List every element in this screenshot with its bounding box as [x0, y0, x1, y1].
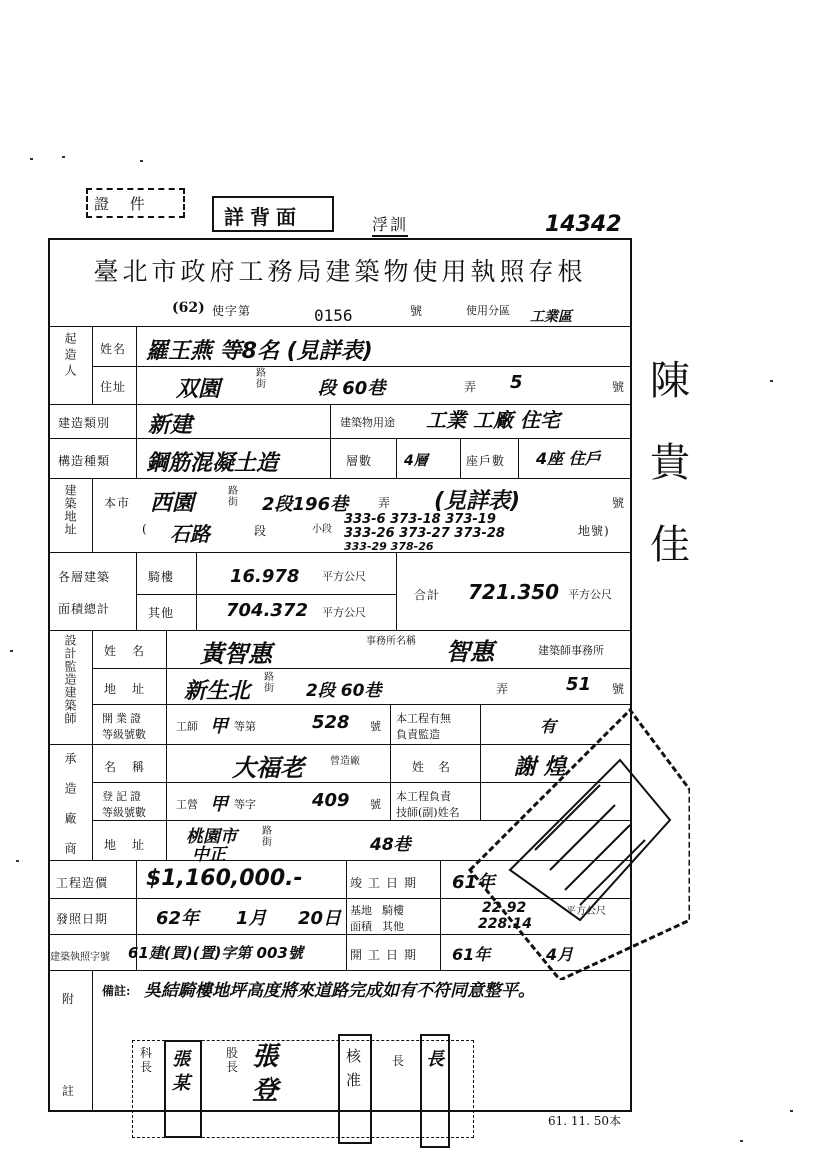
site-lots-line1: 333-6 373-18 373-19 — [344, 512, 496, 527]
site-lane-unit: 弄 — [378, 496, 392, 510]
rule-line — [460, 438, 461, 478]
scan-speck — [790, 1110, 793, 1112]
builder-number-unit: 號 — [612, 380, 626, 394]
site-arcade-label: 騎樓 — [382, 904, 404, 917]
architect-name-value: 黃智惠 — [200, 640, 272, 668]
zone-label: 使用分區 — [466, 304, 510, 317]
floor-area-label-2: 面積總計 — [58, 602, 111, 616]
floor-area-label-1: 各層建築 — [58, 570, 111, 584]
builder-address-label: 住址 — [100, 380, 127, 394]
site-lots-line3: 333-29 378-26 — [344, 540, 434, 553]
contractor-reg-label-1: 登記證 — [102, 790, 144, 803]
rule-line — [390, 744, 391, 820]
supervise-label-2: 負責監造 — [396, 728, 440, 741]
use-label: 建築物用途 — [340, 416, 395, 429]
rule-line — [330, 404, 331, 478]
architect-lane-unit: 弄 — [496, 682, 510, 696]
seal-stamp — [338, 1034, 372, 1144]
cost-label: 工程造價 — [56, 876, 109, 890]
structure-label: 構造種類 — [58, 454, 111, 468]
site-land-prefix: ( — [142, 522, 148, 536]
contractor-name-value: 大福老 — [232, 754, 304, 782]
contractor-reg-mid: 等字 — [234, 798, 256, 811]
scan-speck — [140, 160, 143, 162]
contractor-group-label: 承造廠商 — [63, 752, 77, 872]
cost-value: $1,160,000.- — [146, 866, 303, 891]
other-label: 其他 — [148, 606, 175, 620]
rule-line — [518, 438, 519, 478]
rule-line — [136, 552, 137, 630]
issue-label: 發照日期 — [56, 912, 109, 926]
contractor-reg-number: 409 — [312, 790, 350, 811]
seal-stamp-text: 核准 — [346, 1047, 362, 1089]
start-year: 61年 — [452, 945, 491, 964]
site-unit: 平方公尺 — [566, 906, 606, 917]
rule-line — [346, 860, 347, 970]
builder-address-section: 段 60巷 — [318, 378, 386, 399]
scan-speck — [10, 650, 13, 652]
contractor-reg-prefix: 工營 — [176, 798, 198, 811]
architect-address-label: 地址 — [104, 682, 161, 696]
rule-line — [48, 630, 632, 631]
license-suffix: 號 — [410, 304, 424, 318]
serial-number: 14342 — [545, 212, 622, 237]
contractor-person-value: 謝 煌 — [514, 755, 566, 780]
license-prefix: 使字第 — [212, 304, 252, 318]
contractor-address-lane: 48巷 — [370, 835, 411, 855]
rule-line — [136, 594, 396, 595]
office-value: 智惠 — [446, 638, 494, 666]
architect-cert-suffix: 號 — [370, 720, 381, 733]
rule-line — [92, 630, 93, 860]
scan-speck — [62, 156, 65, 158]
rule-line — [92, 366, 632, 367]
site-area-label-2: 面積 — [350, 920, 372, 933]
total-value: 721.350 — [468, 580, 560, 604]
office-suffix: 建築師事務所 — [538, 644, 604, 657]
start-month: 4月 — [546, 945, 574, 964]
site-land-section: 段 — [254, 524, 268, 538]
seal-stamp-text: 長 — [426, 1049, 444, 1070]
site-subsection: 小段 — [312, 524, 332, 535]
scan-speck — [16, 860, 19, 862]
rule-line — [92, 326, 93, 404]
architect-cert-label-2: 等級號數 — [102, 728, 146, 741]
signature-mark: 張登 — [252, 1042, 279, 1106]
use-value: 工業 工廠 住宅 — [426, 408, 560, 432]
floors-value: 4層 — [404, 453, 428, 469]
contractor-road-unit: 路街 — [262, 826, 272, 848]
site-arcade-value: 22.92 — [482, 900, 527, 916]
scan-speck — [770, 380, 773, 382]
complete-label: 竣工日期 — [350, 876, 423, 890]
rule-line — [396, 552, 397, 630]
site-area-label-1: 基地 — [350, 904, 372, 917]
complete-value: 61年 — [452, 872, 496, 893]
stamp-outline — [470, 710, 690, 980]
units-label: 座戶數 — [466, 454, 506, 468]
contractor-person-label: 姓名 — [412, 760, 465, 774]
builder-address-road: 双園 — [176, 377, 221, 402]
stamp-texture — [535, 785, 645, 905]
license-year: (62) — [172, 300, 205, 316]
category-label: 建造類別 — [58, 416, 111, 430]
other-unit: 平方公尺 — [322, 606, 366, 619]
site-city: 本市 — [104, 496, 131, 510]
builder-alley: 5 — [510, 372, 523, 393]
seal-stamp-text: 張某 — [172, 1049, 190, 1094]
rule-line — [196, 552, 197, 630]
seal-stamp — [164, 1040, 202, 1138]
rule-line — [48, 478, 632, 479]
seal-stamp — [420, 1034, 450, 1148]
remarks-side-label-1: 附 — [62, 992, 76, 1006]
office-label: 事務所名稱 — [366, 636, 416, 647]
issue-day: 20日 — [298, 908, 342, 929]
architect-cert-grade: 甲 — [210, 716, 228, 737]
site-other-label: 其他 — [382, 920, 404, 933]
small-mark: 浮訓 — [372, 212, 408, 237]
form-title: 臺北市政府工務局建築物使用執照存根 — [93, 257, 587, 286]
detail-box-label: 詳背面 — [224, 205, 302, 229]
issue-year: 62年 — [156, 908, 200, 929]
builder-lane-unit: 弄 — [464, 380, 478, 394]
rule-line — [166, 630, 167, 860]
site-land-area: 石路 — [170, 522, 210, 546]
builder-name-label: 姓名 — [100, 342, 127, 356]
contractor-firm-type: 營造廠 — [330, 756, 360, 767]
permit-label: 建築執照字號 — [50, 952, 110, 963]
total-unit: 平方公尺 — [568, 588, 612, 601]
rule-line — [92, 970, 93, 1112]
contractor-reg-suffix: 號 — [370, 798, 381, 811]
site-land-suffix: 地號) — [578, 524, 610, 538]
rule-line — [390, 704, 391, 744]
architect-road-unit: 路街 — [264, 672, 274, 694]
rule-line — [136, 326, 137, 404]
site-group-label: 建築地址 — [63, 484, 77, 536]
approval-col3: 長 — [392, 1054, 405, 1068]
architect-name-label: 姓名 — [104, 644, 161, 658]
issue-month: 1月 — [236, 908, 267, 929]
site-road-unit: 路街 — [228, 486, 238, 508]
builder-road-unit: 路街 — [256, 368, 266, 390]
edge-cropped-text: 陳貴佳 — [650, 358, 690, 568]
total-label: 合計 — [414, 588, 441, 602]
site-other-value: 228.14 — [478, 916, 533, 932]
units-value: 4座 住戶 — [536, 449, 601, 468]
site-section: 2段196巷 — [262, 494, 349, 515]
arcade-value: 16.978 — [230, 566, 300, 587]
architect-cert-prefix: 工師 — [176, 720, 198, 733]
architect-cert-label-1: 開業證 — [102, 712, 144, 725]
architect-number: 51 — [566, 674, 592, 695]
remarks-value: 吳結騎樓地坪高度將來道路完成如有不符同意整平。 — [144, 981, 535, 1001]
permit-value: 61建(買)(置)字第 003號 — [128, 944, 303, 962]
architect-address-road: 新生北 — [184, 679, 251, 704]
builder-name-value: 羅王燕 等8名 (見詳表) — [146, 339, 373, 364]
arcade-unit: 平方公尺 — [322, 570, 366, 583]
architect-group-label: 設計監造建築師 — [63, 634, 77, 725]
architect-cert-mid: 等第 — [234, 720, 256, 733]
contractor-address-road: 中正 — [192, 845, 226, 865]
architect-address-section: 2段 60巷 — [306, 681, 382, 701]
contractor-address-city: 桃園市 — [186, 827, 237, 847]
rule-line — [92, 478, 93, 552]
scan-speck — [740, 1140, 743, 1142]
contractor-reg-label-2: 等級號數 — [102, 806, 146, 819]
supervise-value: 有 — [540, 717, 557, 736]
rule-line — [136, 404, 137, 478]
architect-cert-number: 528 — [312, 712, 350, 733]
remarks-side-label-2: 註 — [62, 1084, 76, 1098]
site-road: 西園 — [150, 491, 195, 516]
contractor-address-label: 地址 — [104, 838, 161, 852]
zone-value: 工業區 — [530, 309, 572, 325]
site-note: (見詳表) — [434, 489, 521, 514]
top-stamp — [86, 188, 185, 218]
arcade-label: 騎樓 — [148, 570, 175, 584]
approval-col1: 科長 — [140, 1046, 153, 1074]
rule-line — [92, 668, 632, 669]
remarks-label: 備註: — [102, 984, 131, 998]
supervise-label-1: 本工程有無 — [396, 712, 451, 725]
other-value: 704.372 — [226, 600, 308, 621]
detail-box-stamp — [212, 196, 334, 232]
site-number-unit: 號 — [612, 496, 626, 510]
rule-line — [396, 438, 397, 478]
overlapping-stamp — [440, 680, 690, 980]
builder-group-label: 起造人 — [63, 332, 77, 380]
license-number: 0156 — [314, 306, 353, 325]
approval-col2: 股長 — [226, 1046, 239, 1074]
contractor-reg-grade: 甲 — [210, 794, 228, 815]
top-stamp-text: 證 件 — [94, 195, 153, 213]
start-label: 開工日期 — [350, 948, 423, 962]
site-lots-line2: 333-26 373-27 373-28 — [344, 526, 505, 541]
tech-label-1: 本工程負責 — [396, 790, 451, 803]
structure-value: 鋼筋混凝土造 — [146, 451, 279, 476]
category-value: 新建 — [148, 413, 193, 438]
footer-code: 61. 11. 50本 — [548, 1114, 622, 1128]
floors-label: 層數 — [346, 454, 373, 468]
contractor-name-label: 名稱 — [104, 760, 161, 774]
scan-speck — [30, 158, 33, 160]
tech-label-2: 技師(副)姓名 — [396, 806, 460, 819]
architect-number-unit: 號 — [612, 682, 626, 696]
